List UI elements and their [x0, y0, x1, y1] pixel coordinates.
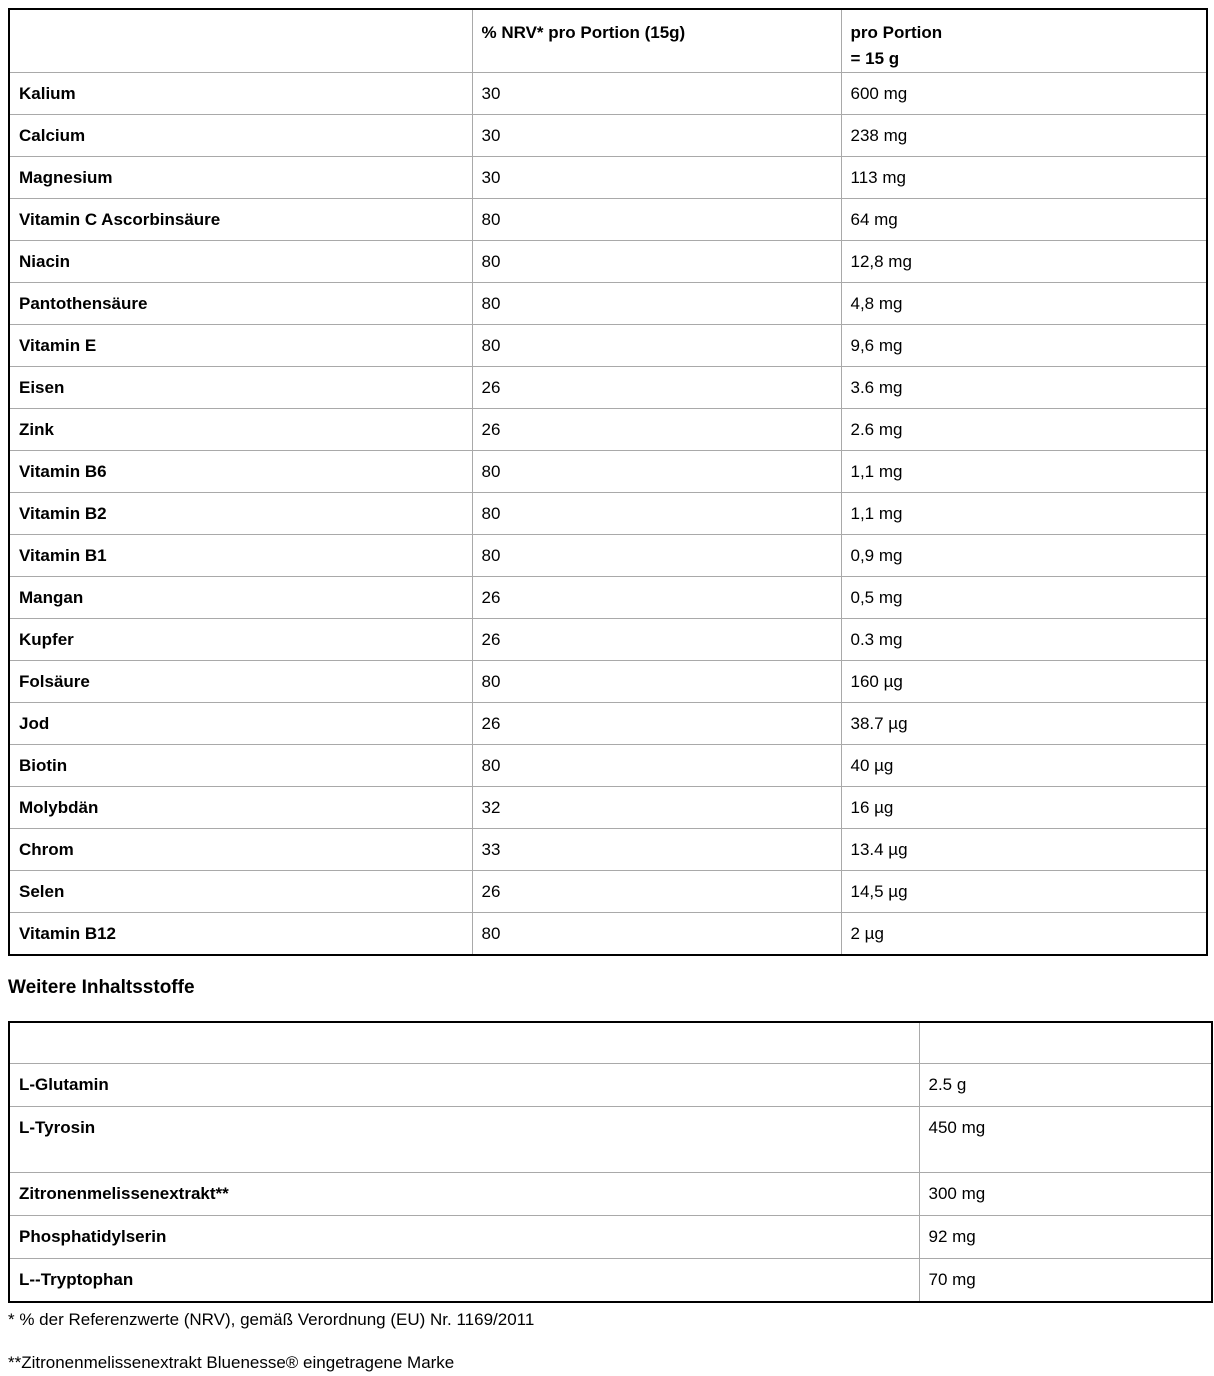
nrv-percent: 80 — [472, 493, 841, 535]
nrv-percent: 80 — [472, 241, 841, 283]
amount-value: 38.7 µg — [841, 703, 1207, 745]
amount-value: 64 mg — [841, 199, 1207, 241]
amount-value: 1,1 mg — [841, 451, 1207, 493]
amount-value: 9,6 mg — [841, 325, 1207, 367]
amount-value: 12,8 mg — [841, 241, 1207, 283]
ingredient-name: Vitamin C Ascorbinsäure — [9, 199, 472, 241]
ingredient-name: Folsäure — [9, 661, 472, 703]
ingredient-name: Selen — [9, 871, 472, 913]
table-row — [9, 1064, 1212, 1107]
additional-header-ingredient-column — [9, 1022, 919, 1064]
footnote-trademark: **Zitronenmelissenextrakt Bluenesse® eingetragene Marke — [8, 1352, 455, 1372]
amount-value: 0,9 mg — [841, 535, 1207, 577]
ingredient-name: L-Tyrosin — [9, 1107, 919, 1173]
amount-value: 113 mg — [841, 157, 1207, 199]
table-row — [9, 199, 1207, 241]
amount-value: 2 µg — [841, 913, 1207, 955]
table-row — [9, 367, 1207, 409]
ingredient-name: Molybdän — [9, 787, 472, 829]
additional-table-header-row — [9, 1022, 1212, 1064]
table-row — [9, 325, 1207, 367]
nrv-percent: 26 — [472, 409, 841, 451]
ingredient-name: Kalium — [9, 73, 472, 115]
nrv-percent: 26 — [472, 703, 841, 745]
nutrition-table — [8, 8, 1208, 956]
ingredient-name: Magnesium — [9, 157, 472, 199]
ingredient-name: Vitamin B2 — [9, 493, 472, 535]
ingredient-name: Vitamin B1 — [9, 535, 472, 577]
table-row — [9, 577, 1207, 619]
header-ingredient-column — [9, 9, 472, 73]
nutrition-table-header-row — [9, 9, 1207, 73]
table-row — [9, 1107, 1212, 1173]
table-row — [9, 661, 1207, 703]
ingredient-name: Vitamin E — [9, 325, 472, 367]
nrv-percent: 30 — [472, 157, 841, 199]
ingredient-name: Jod — [9, 703, 472, 745]
nrv-percent: 80 — [472, 535, 841, 577]
nrv-percent: 30 — [472, 115, 841, 157]
table-row — [9, 157, 1207, 199]
amount-value: 70 mg — [919, 1259, 1212, 1302]
table-row — [9, 1173, 1212, 1216]
nrv-percent: 80 — [472, 661, 841, 703]
table-row — [9, 241, 1207, 283]
ingredient-name: Eisen — [9, 367, 472, 409]
nrv-percent: 26 — [472, 577, 841, 619]
nrv-percent: 80 — [472, 913, 841, 955]
amount-value: 16 µg — [841, 787, 1207, 829]
nrv-percent: 26 — [472, 367, 841, 409]
amount-value: 600 mg — [841, 73, 1207, 115]
ingredient-name: Kupfer — [9, 619, 472, 661]
table-row — [9, 1216, 1212, 1259]
header-nrv-column: % NRV* pro Portion (15g) — [472, 9, 841, 73]
ingredient-name: Pantothensäure — [9, 283, 472, 325]
table-row — [9, 409, 1207, 451]
nrv-percent: 32 — [472, 787, 841, 829]
ingredient-name: Calcium — [9, 115, 472, 157]
table-row — [9, 1259, 1212, 1302]
amount-value: 450 mg — [919, 1107, 1212, 1173]
nrv-percent: 80 — [472, 745, 841, 787]
amount-value: 300 mg — [919, 1173, 1212, 1216]
nrv-percent: 80 — [472, 325, 841, 367]
amount-value: 13.4 µg — [841, 829, 1207, 871]
table-row — [9, 913, 1207, 955]
nrv-percent: 80 — [472, 199, 841, 241]
ingredient-name: Vitamin B12 — [9, 913, 472, 955]
amount-value: 1,1 mg — [841, 493, 1207, 535]
nrv-percent: 33 — [472, 829, 841, 871]
amount-value: 0,5 mg — [841, 577, 1207, 619]
header-per-portion-line2: = 15 g — [850, 49, 900, 68]
additional-header-amount-column — [919, 1022, 1212, 1064]
amount-value: 2.6 mg — [841, 409, 1207, 451]
table-row — [9, 787, 1207, 829]
nrv-percent: 26 — [472, 871, 841, 913]
nrv-percent: 80 — [472, 451, 841, 493]
nrv-percent: 26 — [472, 619, 841, 661]
amount-value: 160 µg — [841, 661, 1207, 703]
ingredient-name: Zitronenmelissenextrakt** — [9, 1173, 919, 1216]
ingredient-name: L-Glutamin — [9, 1064, 919, 1107]
amount-value: 2.5 g — [919, 1064, 1212, 1107]
nrv-percent: 80 — [472, 283, 841, 325]
ingredient-name: Biotin — [9, 745, 472, 787]
ingredient-name: Chrom — [9, 829, 472, 871]
table-row — [9, 493, 1207, 535]
table-row — [9, 871, 1207, 913]
amount-value: 0.3 mg — [841, 619, 1207, 661]
ingredient-name: Mangan — [9, 577, 472, 619]
footnote-nrv-reference: * % der Referenzwerte (NRV), gemäß Verordnung (EU) Nr. 1169/2011 — [8, 1309, 535, 1329]
amount-value: 3.6 mg — [841, 367, 1207, 409]
amount-value: 238 mg — [841, 115, 1207, 157]
ingredient-name: L--Tryptophan — [9, 1259, 919, 1302]
ingredient-name: Zink — [9, 409, 472, 451]
amount-value: 14,5 µg — [841, 871, 1207, 913]
additional-ingredients-table — [8, 1021, 1213, 1303]
table-row — [9, 115, 1207, 157]
table-row — [9, 73, 1207, 115]
nrv-percent: 30 — [472, 73, 841, 115]
table-row — [9, 829, 1207, 871]
table-row — [9, 745, 1207, 787]
table-row — [9, 451, 1207, 493]
amount-value: 40 µg — [841, 745, 1207, 787]
table-row — [9, 535, 1207, 577]
amount-value: 4,8 mg — [841, 283, 1207, 325]
header-per-portion-column — [841, 9, 1207, 73]
amount-value: 92 mg — [919, 1216, 1212, 1259]
ingredient-name: Niacin — [9, 241, 472, 283]
header-per-portion-line1: pro Portion — [850, 23, 943, 42]
section-title-weitere-inhaltsstoffe: Weitere Inhaltsstoffe — [8, 976, 195, 998]
ingredient-name: Vitamin B6 — [9, 451, 472, 493]
table-row — [9, 619, 1207, 661]
ingredient-name: Phosphatidylserin — [9, 1216, 919, 1259]
table-row — [9, 283, 1207, 325]
table-row — [9, 703, 1207, 745]
